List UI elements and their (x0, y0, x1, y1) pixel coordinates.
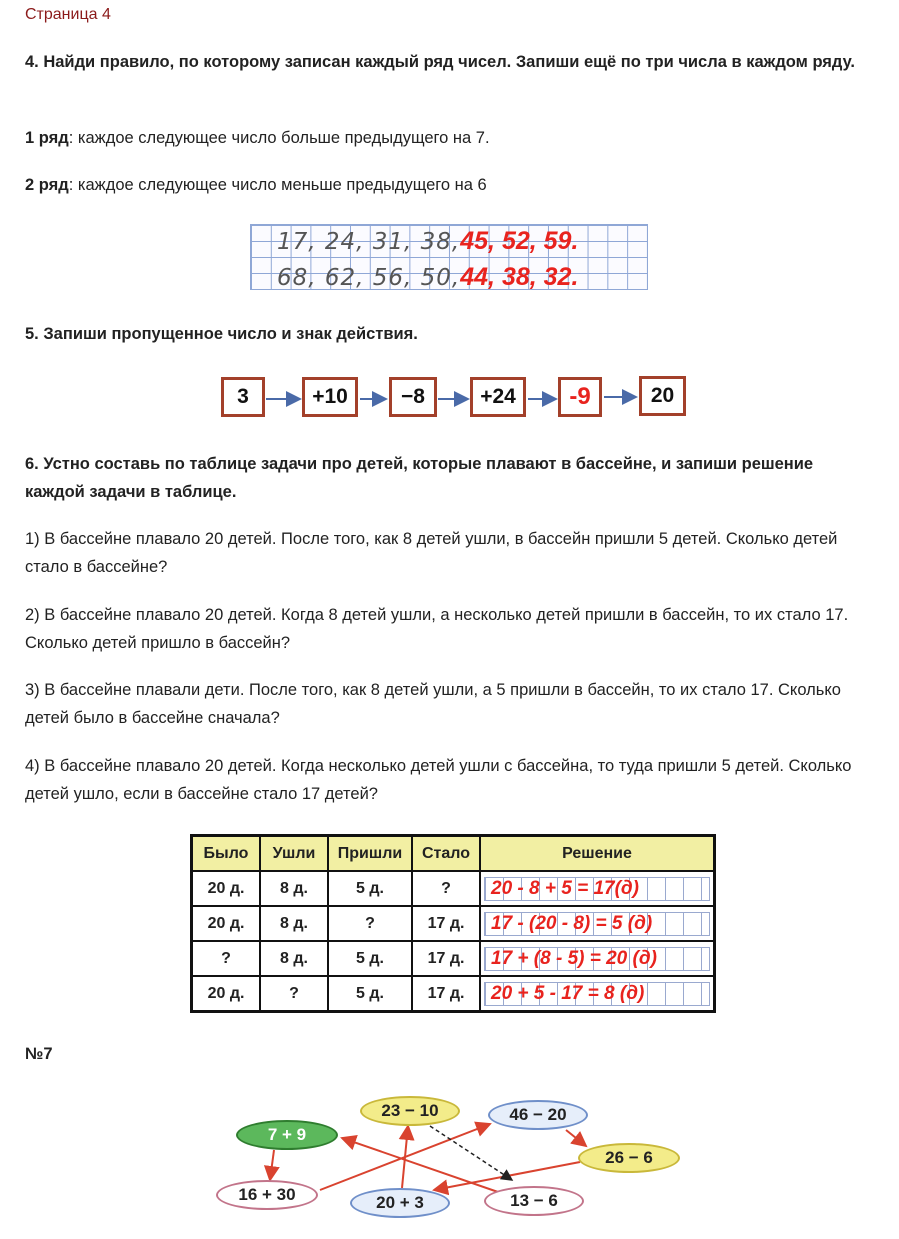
table-row (192, 871, 715, 906)
cell-solution (480, 976, 715, 1012)
solution-text: 17 - (20 - 8) = 5 (д) (484, 912, 710, 936)
cell-was: ? (192, 941, 261, 976)
header-solution: Решение (480, 836, 715, 872)
pool-table (190, 834, 716, 1013)
solution-text: 20 - 8 + 5 = 17(д) (484, 877, 710, 901)
row2-text: : каждое следующее число меньше предыдущего на 6 (68, 176, 487, 194)
header-came: Пришли (328, 836, 412, 872)
chain-box-start: 3 (221, 377, 265, 417)
table-header-row (192, 836, 715, 872)
header-left: Ушли (260, 836, 328, 872)
chain-box-plus24: +24 (470, 377, 526, 417)
row2-label: 2 ряд (25, 176, 69, 194)
header-was: Было (192, 836, 261, 872)
chain-box-answer: -9 (558, 377, 602, 417)
cell-left: 8 д. (260, 906, 328, 941)
problem-2: 2) В бассейне плавало 20 детей. Когда 8 детей ушли, а несколько детей пришли в бассейн, то их стало 17. Сколько детей пришло в бассейн? (25, 606, 849, 652)
page-label: Страница 4 (25, 6, 111, 23)
oval-46minus20: 46 − 20 (488, 1100, 588, 1130)
cell-solution (480, 871, 715, 906)
problem-1: 1) В бассейне плавало 20 детей. После того, как 8 детей ушли, в бассейн пришли 5 детей. Сколько детей стало в бассейне? (25, 530, 838, 576)
chain-box-plus10: +10 (302, 377, 358, 417)
oval-7plus9: 7 + 9 (236, 1120, 338, 1150)
arrow-7plus9-to-16plus30 (270, 1150, 274, 1180)
chain-box-minus8: −8 (389, 377, 437, 417)
grid-row2-answer: 44, 38, 32. (460, 263, 579, 291)
oval-26minus6: 26 − 6 (578, 1143, 680, 1173)
cell-left: ? (260, 976, 328, 1012)
cell-became: 17 д. (412, 906, 480, 941)
oval-20plus3: 20 + 3 (350, 1188, 450, 1218)
cell-solution (480, 906, 715, 941)
cell-came: 5 д. (328, 976, 412, 1012)
cell-was: 20 д. (192, 906, 261, 941)
grid-row1-given: 17, 24, 31, 38, (277, 229, 461, 255)
solution-text: 17 + (8 - 5) = 20 (д) (484, 947, 710, 971)
header-became: Стало (412, 836, 480, 872)
cell-was: 20 д. (192, 976, 261, 1012)
task5-heading: 5. Запиши пропущенное число и знак действия. (25, 325, 418, 343)
task7-heading: №7 (25, 1045, 53, 1063)
cell-became: 17 д. (412, 976, 480, 1012)
row1-label: 1 ряд (25, 129, 69, 147)
row1-text: : каждое следующее число больше предыдущего на 7. (68, 129, 490, 147)
cell-left: 8 д. (260, 871, 328, 906)
arrow-13minus6-to-7plus9 (342, 1138, 498, 1192)
grid-row2-given: 68, 62, 56, 50, (277, 265, 461, 291)
cell-left: 8 д. (260, 941, 328, 976)
cell-came: 5 д. (328, 871, 412, 906)
table-row (192, 976, 715, 1012)
table-row (192, 906, 715, 941)
cell-came: 5 д. (328, 941, 412, 976)
solution-text: 20 + 5 - 17 = 8 (д) (484, 982, 710, 1006)
cell-became: ? (412, 871, 480, 906)
table-row (192, 941, 715, 976)
problem-3: 3) В бассейне плавали дети. После того, как 8 детей ушли, а 5 пришли в бассейн, то их стало 17. Сколько детей было в бассейне сначала? (25, 681, 841, 727)
cell-became: 17 д. (412, 941, 480, 976)
oval-16plus30: 16 + 30 (216, 1180, 318, 1210)
cell-came: ? (328, 906, 412, 941)
task6-heading: 6. Устно составь по таблице задачи про детей, которые плавают в бассейне, и запиши решение каждой задачи в таблице. (25, 455, 814, 501)
grid-row1-answer: 45, 52, 59. (460, 227, 579, 255)
cell-solution (480, 941, 715, 976)
problem-4: 4) В бассейне плавало 20 детей. Когда несколько детей ушли с бассейна, то туда пришли 5 детей. Сколько детей ушло, если в бассейне стало 17 детей? (25, 757, 852, 803)
oval-13minus6: 13 − 6 (484, 1186, 584, 1216)
chain-box-result: 20 (639, 376, 686, 416)
task4-heading: 4. Найди правило, по которому записан каждый ряд чисел. Запиши ещё по три числа в каждом ряду. (25, 53, 855, 71)
arrow-46minus20-to-26minus6 (566, 1130, 586, 1146)
cell-was: 20 д. (192, 871, 261, 906)
oval-23minus10: 23 − 10 (360, 1096, 460, 1126)
